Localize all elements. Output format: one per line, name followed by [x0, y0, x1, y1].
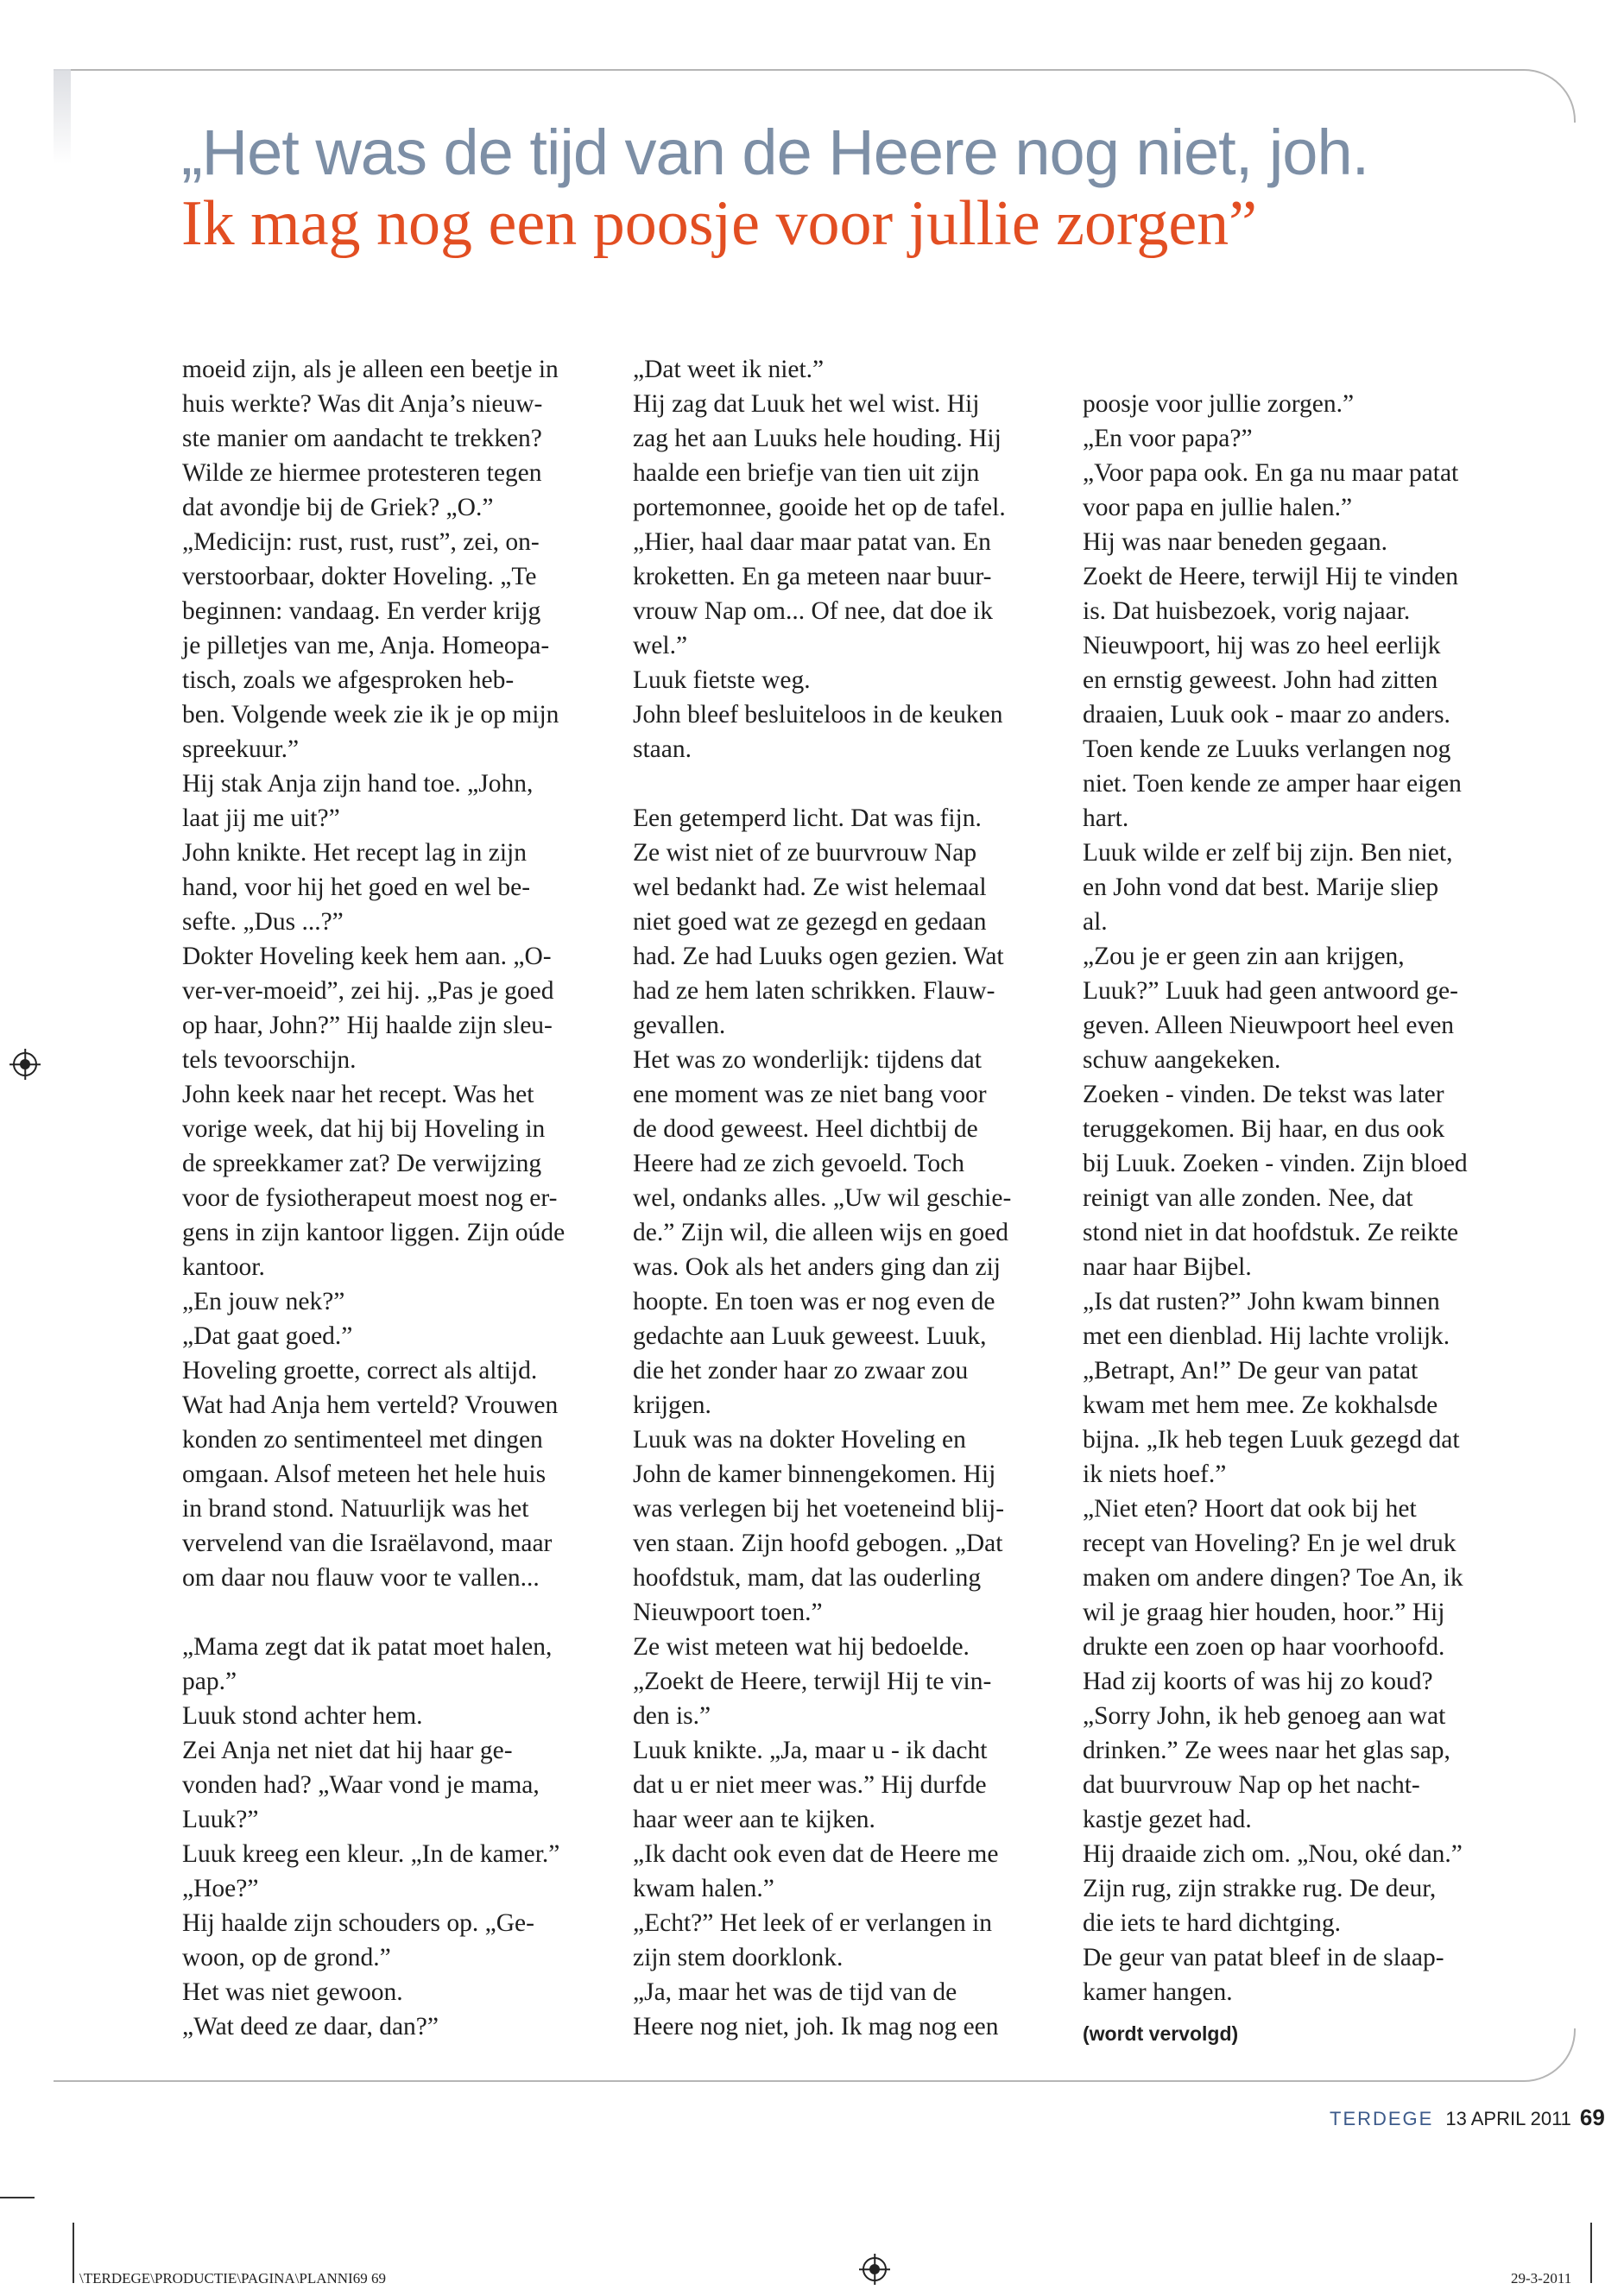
text-line: Een getemperd licht. Dat was fijn.	[633, 804, 982, 832]
text-line: „Mama zegt dat ik patat moet halen,	[182, 1633, 553, 1661]
text-column-1	[182, 352, 631, 2044]
text-line: drinken.” Ze wees naar het glas sap,	[1083, 1737, 1450, 1764]
text-line: stond niet in dat hoofdstuk. Ze reikte	[1083, 1219, 1459, 1246]
text-line: Heere nog niet, joh. Ik mag nog een	[633, 2013, 999, 2041]
text-line: draaien, Luuk ook - maar zo anders.	[1083, 701, 1450, 729]
page-frame-top	[54, 69, 1576, 123]
text-line: die het zonder haar zo zwaar zou	[633, 1357, 969, 1385]
text-line: Luuk?”	[182, 1806, 259, 1833]
text-line: Zoeken - vinden. De tekst was later	[1083, 1081, 1444, 1108]
paragraph-gap	[182, 1595, 631, 1630]
text-line: Had zij koorts of was hij zo koud?	[1083, 1668, 1433, 1695]
text-line: haar weer aan te kijken.	[633, 1806, 875, 1833]
pull-quote-headline	[181, 117, 1528, 260]
text-line: „En voor papa?”	[1083, 425, 1253, 452]
text-line: in brand stond. Natuurlijk was het	[182, 1495, 529, 1523]
text-line: kantoor.	[182, 1253, 265, 1281]
text-line: geven. Alleen Nieuwpoort heel even	[1083, 1012, 1455, 1039]
text-line: kwam met hem mee. Ze kokhalsde	[1083, 1391, 1438, 1419]
magazine-name: TERDEGE	[1330, 2108, 1434, 2129]
text-line: niet. Toen kende ze amper haar eigen	[1083, 770, 1462, 798]
text-line: vorige week, dat hij bij Hoveling in	[182, 1115, 546, 1143]
text-line: Hij zag dat Luuk het wel wist. Hij	[633, 390, 980, 418]
text-line: had ze hem laten schrikken. Flauw-	[633, 977, 995, 1005]
issue-date: 13 APRIL 2011	[1445, 2108, 1571, 2129]
text-line: de dood geweest. Heel dichtbij de	[633, 1115, 978, 1143]
text-line: is. Dat huisbezoek, vorig najaar.	[1083, 597, 1411, 625]
text-line: en John vond dat best. Marije sliep	[1083, 874, 1439, 901]
text-line: kroketten. En ga meteen naar buur-	[633, 563, 992, 590]
text-line: niet goed wat ze gezegd en gedaan	[633, 908, 987, 936]
text-line: John keek naar het recept. Was het	[182, 1081, 534, 1108]
text-line: „Echt?” Het leek of er verlangen in	[633, 1909, 993, 1937]
text-line: Hij draaide zich om. „Nou, oké dan.”	[1083, 1840, 1463, 1868]
text-line: Hij was naar beneden gegaan.	[1083, 528, 1388, 556]
text-line: hoofdstuk, mam, dat las ouderling	[633, 1564, 982, 1592]
text-line: naar haar Bijbel.	[1083, 1253, 1252, 1281]
text-line: kastje gezet had.	[1083, 1806, 1252, 1833]
text-line: woon, op de grond.”	[182, 1944, 391, 1971]
text-line: portemonnee, gooide het op de tafel.	[633, 494, 1006, 521]
crop-mark	[1590, 2223, 1592, 2283]
text-line: poosje voor jullie zorgen.”	[1083, 390, 1355, 418]
text-line: „En jouw nek?”	[182, 1288, 345, 1315]
text-column-3	[1083, 352, 1532, 2051]
page-footer	[1330, 2104, 1605, 2131]
text-line: Dokter Hoveling keek hem aan. „O-	[182, 943, 552, 970]
text-line: hart.	[1083, 804, 1129, 832]
text-line: pap.”	[182, 1668, 237, 1695]
text-line: was. Ook als het anders ging dan zij	[633, 1253, 1002, 1281]
text-line: dat avondje bij de Griek? „O.”	[182, 494, 494, 521]
text-line: „Sorry John, ik heb genoeg aan wat	[1083, 1702, 1446, 1730]
page-number: 69	[1579, 2104, 1605, 2130]
text-line: ste manier om aandacht te trekken?	[182, 425, 542, 452]
headline-line-2: Ik mag nog een poosje voor jullie zorgen”	[181, 188, 1258, 259]
text-line: gedachte aan Luuk geweest. Luuk,	[633, 1322, 987, 1350]
headline-line-1: „Het was de tijd van de Heere nog niet, joh.	[181, 117, 1369, 188]
slug-date: 29-3-2011	[1511, 2270, 1572, 2287]
paragraph-gap	[633, 766, 1082, 801]
text-line: ven staan. Zijn hoofd gebogen. „Dat	[633, 1530, 1003, 1557]
text-line: John knikte. Het recept lag in zijn	[182, 839, 527, 867]
text-line: Luuk wilde er zelf bij zijn. Ben niet,	[1083, 839, 1453, 867]
text-column-2	[633, 352, 1082, 2044]
text-line: ik niets hoef.”	[1083, 1460, 1227, 1488]
text-line: teruggekomen. Bij haar, en dus ook	[1083, 1115, 1445, 1143]
text-line: „Hier, haal daar maar patat van. En	[633, 528, 991, 556]
text-line: gevallen.	[633, 1012, 726, 1039]
text-line: beginnen: vandaag. En verder krijg	[182, 597, 541, 625]
text-line: Luuk stond achter hem.	[182, 1702, 423, 1730]
text-line: Heere had ze zich gevoeld. Toch	[633, 1150, 964, 1177]
text-line: wel.”	[633, 632, 688, 659]
text-line: Nieuwpoort toen.”	[633, 1599, 823, 1626]
text-line: zijn stem doorklonk.	[633, 1944, 844, 1971]
text-line: ene moment was ze niet bang voor	[633, 1081, 987, 1108]
text-line: ben. Volgende week zie ik je op mijn	[182, 701, 559, 729]
text-line: Hoveling groette, correct als altijd.	[182, 1357, 538, 1385]
text-line: schuw aangekeken.	[1083, 1046, 1281, 1074]
text-line: krijgen.	[633, 1391, 711, 1419]
text-line: „Dat gaat goed.”	[182, 1322, 353, 1350]
text-line: „Medicijn: rust, rust, rust”, zei, on-	[182, 528, 540, 556]
text-line: hoopte. En toen was er nog even de	[633, 1288, 995, 1315]
text-line: vervelend van die Israëlavond, maar	[182, 1530, 553, 1557]
text-line: haalde een briefje van tien uit zijn	[633, 459, 980, 487]
text-line: Ze wist niet of ze buurvrouw Nap	[633, 839, 977, 867]
text-line: kwam halen.”	[633, 1875, 774, 1902]
text-line: en ernstig geweest. John had zitten	[1083, 666, 1438, 694]
text-line: moeid zijn, als je alleen een beetje in	[182, 356, 559, 383]
text-line: „Zou je er geen zin aan krijgen,	[1083, 943, 1405, 970]
text-line: „Wat deed ze daar, dan?”	[182, 2013, 439, 2041]
text-line: met een dienblad. Hij lachte vrolijk.	[1083, 1322, 1450, 1350]
text-line: „Is dat rusten?” John kwam binnen	[1083, 1288, 1440, 1315]
text-line: drukte een zoen op haar voorhoofd.	[1083, 1633, 1445, 1661]
text-line: reinigt van alle zonden. Nee, dat	[1083, 1184, 1413, 1212]
registration-mark-icon	[863, 2257, 887, 2281]
text-line: De geur van patat bleef in de slaap-	[1083, 1944, 1444, 1971]
text-line: je pilletjes van me, Anja. Homeopa-	[182, 632, 550, 659]
text-line: wel bedankt had. Ze wist helemaal	[633, 874, 987, 901]
text-line: John de kamer binnengekomen. Hij	[633, 1460, 996, 1488]
text-line: die iets te hard dichtging.	[1083, 1909, 1342, 1937]
text-line: dat buurvrouw Nap op het nacht-	[1083, 1771, 1420, 1799]
text-line: Luuk fietste weg.	[633, 666, 811, 694]
text-line: Toen kende ze Luuks verlangen nog	[1083, 735, 1451, 763]
text-line: „Niet eten? Hoort dat ook bij het	[1083, 1495, 1417, 1523]
text-line: John bleef besluiteloos in de keuken	[633, 701, 1003, 729]
text-line: laat jij me uit?”	[182, 804, 340, 832]
text-line: staan.	[633, 735, 692, 763]
text-line: de.” Zijn wil, die alleen wijs en goed	[633, 1219, 1008, 1246]
text-line: al.	[1083, 908, 1108, 936]
text-line: vrouw Nap om... Of nee, dat doe ik	[633, 597, 993, 625]
text-line: huis werkte? Was dit Anja’s nieuw-	[182, 390, 543, 418]
text-line: voor papa en jullie halen.”	[1083, 494, 1353, 521]
text-line: sefte. „Dus ...?”	[182, 908, 344, 936]
text-line: wel, ondanks alles. „Uw wil geschie-	[633, 1184, 1012, 1212]
text-line: bijna. „Ik heb tegen Luuk gezegd dat	[1083, 1426, 1460, 1454]
text-line: tisch, zoals we afgesproken heb-	[182, 666, 515, 694]
text-line: Luuk was na dokter Hoveling en	[633, 1426, 966, 1454]
text-line: Het was niet gewoon.	[182, 1978, 403, 2006]
text-line: had. Ze had Luuks ogen gezien. Wat	[633, 943, 1004, 970]
text-line: „Betrapt, An!” De geur van patat	[1083, 1357, 1419, 1385]
text-line: Ze wist meteen wat hij bedoelde.	[633, 1633, 970, 1661]
text-line: voor de fysiotherapeut moest nog er-	[182, 1184, 558, 1212]
text-line: tels tevoorschijn.	[182, 1046, 357, 1074]
text-line: Wat had Anja hem verteld? Vrouwen	[182, 1391, 559, 1419]
text-line: hand, voor hij het goed en wel be-	[182, 874, 531, 901]
to-be-continued: (wordt vervolgd)	[1083, 2022, 1239, 2045]
text-line: was verlegen bij het voeteneind blij-	[633, 1495, 1005, 1523]
text-line: ver-ver-moeid”, zei hij. „Pas je goed	[182, 977, 554, 1005]
text-line: Luuk knikte. „Ja, maar u - ik dacht	[633, 1737, 988, 1764]
text-line: „Dat weet ik niet.”	[633, 356, 825, 383]
text-line: de spreekkamer zat? De verwijzing	[182, 1150, 542, 1177]
text-line: Hij haalde zijn schouders op. „Ge-	[182, 1909, 534, 1937]
text-line: Zijn rug, zijn strakke rug. De deur,	[1083, 1875, 1437, 1902]
text-line: zag het aan Luuks hele houding. Hij	[633, 425, 1002, 452]
text-line: „Zoekt de Heere, terwijl Hij te vin-	[633, 1668, 992, 1695]
text-line: Nieuwpoort, hij was zo heel eerlijk	[1083, 632, 1441, 659]
text-line: Luuk kreeg een kleur. „In de kamer.”	[182, 1840, 560, 1868]
text-line: Zoekt de Heere, terwijl Hij te vinden	[1083, 563, 1458, 590]
text-line: verstoorbaar, dokter Hoveling. „Te	[182, 563, 537, 590]
crop-mark	[73, 2223, 74, 2283]
text-line: kamer hangen.	[1083, 1978, 1233, 2006]
text-line: Wilde ze hiermee protesteren tegen	[182, 459, 542, 487]
text-line: vonden had? „Waar vond je mama,	[182, 1771, 540, 1799]
text-line: om daar nou flauw voor te vallen...	[182, 1564, 540, 1592]
text-line: gens in zijn kantoor liggen. Zijn oúde	[182, 1219, 566, 1246]
text-line: recept van Hoveling? En je wel druk	[1083, 1530, 1457, 1557]
text-line: Het was zo wonderlijk: tijdens dat	[633, 1046, 982, 1074]
text-line: „Ik dacht ook even dat de Heere me	[633, 1840, 999, 1868]
text-line: op haar, John?” Hij haalde zijn sleu-	[182, 1012, 553, 1039]
frame-accent	[54, 69, 71, 164]
text-line: omgaan. Alsof meteen het hele huis	[182, 1460, 547, 1488]
text-line: maken om andere dingen? Toe An, ik	[1083, 1564, 1463, 1592]
text-line: bij Luuk. Zoeken - vinden. Zijn bloed	[1083, 1150, 1468, 1177]
text-line: „Ja, maar het was de tijd van de	[633, 1978, 957, 2006]
text-line: konden zo sentimenteel met dingen	[182, 1426, 543, 1454]
text-line: dat u er niet meer was.” Hij durfde	[633, 1771, 987, 1799]
registration-mark-icon	[13, 1052, 37, 1076]
slug-path: \TERDEGE\PRODUCTIE\PAGINA\PLANNI69 69	[79, 2270, 386, 2287]
text-line: Zei Anja net niet dat hij haar ge-	[182, 1737, 513, 1764]
text-line: den is.”	[633, 1702, 711, 1730]
text-line: Hij stak Anja zijn hand toe. „John,	[182, 770, 534, 798]
crop-mark	[0, 2197, 35, 2198]
text-line: Luuk?” Luuk had geen antwoord ge-	[1083, 977, 1458, 1005]
text-line: wil je graag hier houden, hoor.” Hij	[1083, 1599, 1445, 1626]
text-line: „Voor papa ook. En ga nu maar patat	[1083, 459, 1459, 487]
text-line: spreekuur.”	[182, 735, 300, 763]
text-line: „Hoe?”	[182, 1875, 259, 1902]
